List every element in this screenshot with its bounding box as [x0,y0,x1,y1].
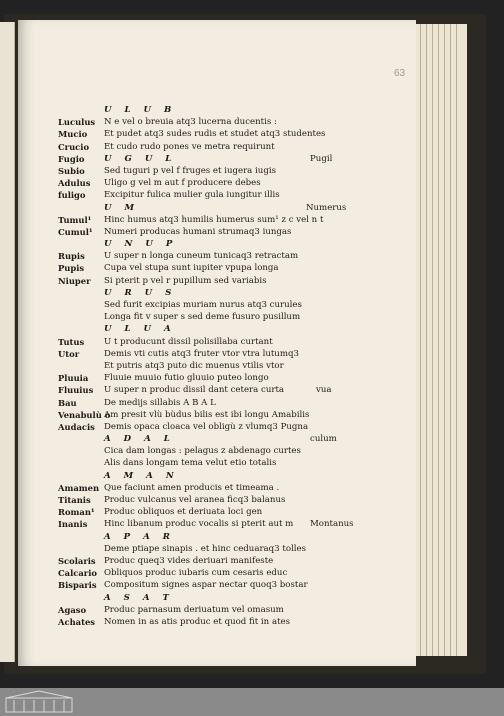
right-margin-word: vua [316,385,332,396]
line-text: Produc vulcanus vel aranea ficq3 balanus [104,495,286,505]
margin-word: Venabulù o [58,409,111,420]
text-line [58,177,388,189]
line-text: Sed tuguri p vel f fruges et iugera iugis [104,165,276,176]
margin-word: Roman¹ [58,507,95,518]
margin-word: Titanis [58,495,91,505]
section-heading-line [58,238,388,250]
margin-word: Luculus [58,117,96,128]
left-page-edge [0,22,15,662]
line-text: Cupa vel stupa sunt iupiter vpupa longa [104,263,279,274]
line-text: Hinc humus atq3 humilis humerus sum¹ z c vel n t [104,214,324,225]
line-text: Am presit vlù bùdus bilis est ibi longu Amabilis [104,409,310,420]
margin-word: Inanis [58,519,88,530]
text-line [58,494,388,506]
line-text: U super n produc dissil dant cetera curta [104,385,285,396]
section-heading-line [58,202,388,214]
margin-word: Subio [58,165,85,176]
line-text: U L U B [104,105,177,115]
line-text: A S A T [104,592,174,603]
text-line [58,457,388,469]
text-line [58,214,388,226]
line-text: Longa fit v super s sed deme fusuro pusillum [104,312,301,323]
line-text: Produc obliquos et deriuata loci gen [104,507,263,518]
margin-word: Pluuia [58,373,89,384]
text-line [58,250,388,262]
margin-word: Utor [58,348,80,359]
margin-word: Tutus [58,336,85,347]
manuscript-page [18,20,416,666]
line-text: U super n longa cuneum tunicaq3 retractam [104,251,299,262]
text-line [58,482,388,494]
line-text: Obliquos produc iubaris cum cesaris educ [104,568,288,579]
page-edges [414,24,470,656]
text-line [58,348,388,360]
viewer-footer [0,688,504,716]
section-heading-line [58,531,388,543]
text-block [58,104,388,628]
line-text: Et putris atq3 puto dic muenus vtilis vtor [104,360,284,371]
text-line [58,372,388,384]
line-text: Excipitur fulica mulier gula iungitur illis [104,190,280,201]
line-text: Cica dam longas : pelagus z abdenago curtes [104,446,301,457]
margin-word: Amamen [58,482,100,493]
library-logo-icon [4,690,74,714]
line-text: Fluuie muuio futio gluuio puteo longo [104,373,269,384]
margin-word: Niuper [58,275,91,286]
section-heading-line [58,470,388,482]
text-line [58,311,388,323]
line-text: U R U S [104,287,177,298]
text-line [58,226,388,238]
line-text: Hinc libanum produc vocalis si pterit aut m [104,519,294,530]
text-line [58,275,388,287]
text-line [58,567,388,579]
text-line [58,543,388,555]
section-heading-line [58,433,388,445]
line-text: N e vel o breuia atq3 lucerna ducentis : [104,117,277,128]
margin-word: Bau [58,397,77,408]
text-line [58,421,388,433]
line-text: Si pterit p vel r pupillum sed variabis [104,275,267,286]
line-text: U G U L [104,153,177,164]
line-text: Que faciunt amen producis et timeama . [104,482,280,493]
text-line [58,518,388,530]
section-heading-line [58,153,388,165]
line-text: U L U A [104,324,176,335]
text-line [58,579,388,591]
text-line [58,128,388,140]
text-line [58,445,388,457]
line-text: De medijs sillabis A B A L [104,397,216,408]
line-text: Demis opaca cloaca vel obligù z vlumq3 Pugna [104,421,309,432]
line-text: U t producunt dissil polisillaba curtant [104,336,273,347]
margin-word: Bisparis [58,580,97,591]
line-text: U N U P [104,239,178,250]
section-heading-line [58,592,388,604]
line-text: Alis dans longam tema velut etio totalis [104,458,277,469]
line-text: Compositum signes aspar nectar quoq3 bostar [104,580,308,591]
line-text: A D A L [104,434,175,445]
line-text: Sed furit excipias muriam nurus atq3 curules [104,300,302,310]
right-margin-word: Pugil [310,153,333,164]
line-text: Uligo g vel m aut f producere debes [104,178,261,189]
margin-word: Fugio [58,153,85,164]
line-text: A M A N [104,470,179,481]
line-text: Numeri producas humani strumaq3 iungas [104,226,292,237]
margin-word: Crucio [58,141,90,152]
line-text: Demis vti cutis atq3 fruter vtor vtra lutumq3 [104,348,299,359]
text-line [58,555,388,567]
line-text: A P A R [104,531,175,542]
text-line [58,189,388,201]
text-line [58,616,388,628]
line-text: Nomen in as atis produc et quod fit in ates [104,616,291,627]
margin-word: Adulus [58,178,91,189]
text-line [58,336,388,348]
margin-word: fuligo [58,190,86,201]
section-heading-line [58,287,388,299]
section-heading-line [58,104,388,116]
folio-number: 63 [394,68,406,79]
text-line [58,299,388,311]
margin-word: Tumul¹ [58,214,92,225]
margin-word: Rupis [58,251,85,262]
right-margin-word: Montanus [310,519,354,530]
line-text: Et cudo rudo pones ve metra requirunt [104,141,275,152]
line-text: Produc queq3 vides deriuari manifeste [104,555,274,566]
line-text: Produc parnasum deriuatum vel omasum [104,604,284,615]
text-line [58,141,388,153]
margin-word: Calcario [58,568,97,579]
line-text: Deme ptiape sinapis . et hinc ceduaraq3 tolles [104,543,307,554]
text-line [58,409,388,421]
margin-word: Pupis [58,263,85,274]
text-line [58,360,388,372]
text-line [58,262,388,274]
line-text: Et pudet atq3 sudes rudis et studet atq3 studentes [104,129,326,140]
text-line [58,384,388,396]
margin-word: Mucio [58,129,88,140]
margin-word: Scolaris [58,555,96,566]
section-heading-line [58,323,388,335]
text-line [58,116,388,128]
margin-word: Cumul¹ [58,226,93,237]
text-line [58,165,388,177]
right-margin-word: culum [310,434,337,445]
text-line [58,506,388,518]
margin-word: Fluuius [58,385,94,396]
text-line [58,397,388,409]
line-text: U M [104,202,139,213]
text-line [58,604,388,616]
margin-word: Achates [58,616,96,627]
right-margin-word: Numerus [306,202,347,213]
margin-word: Audacis [58,421,95,432]
margin-word: Agaso [58,604,87,615]
